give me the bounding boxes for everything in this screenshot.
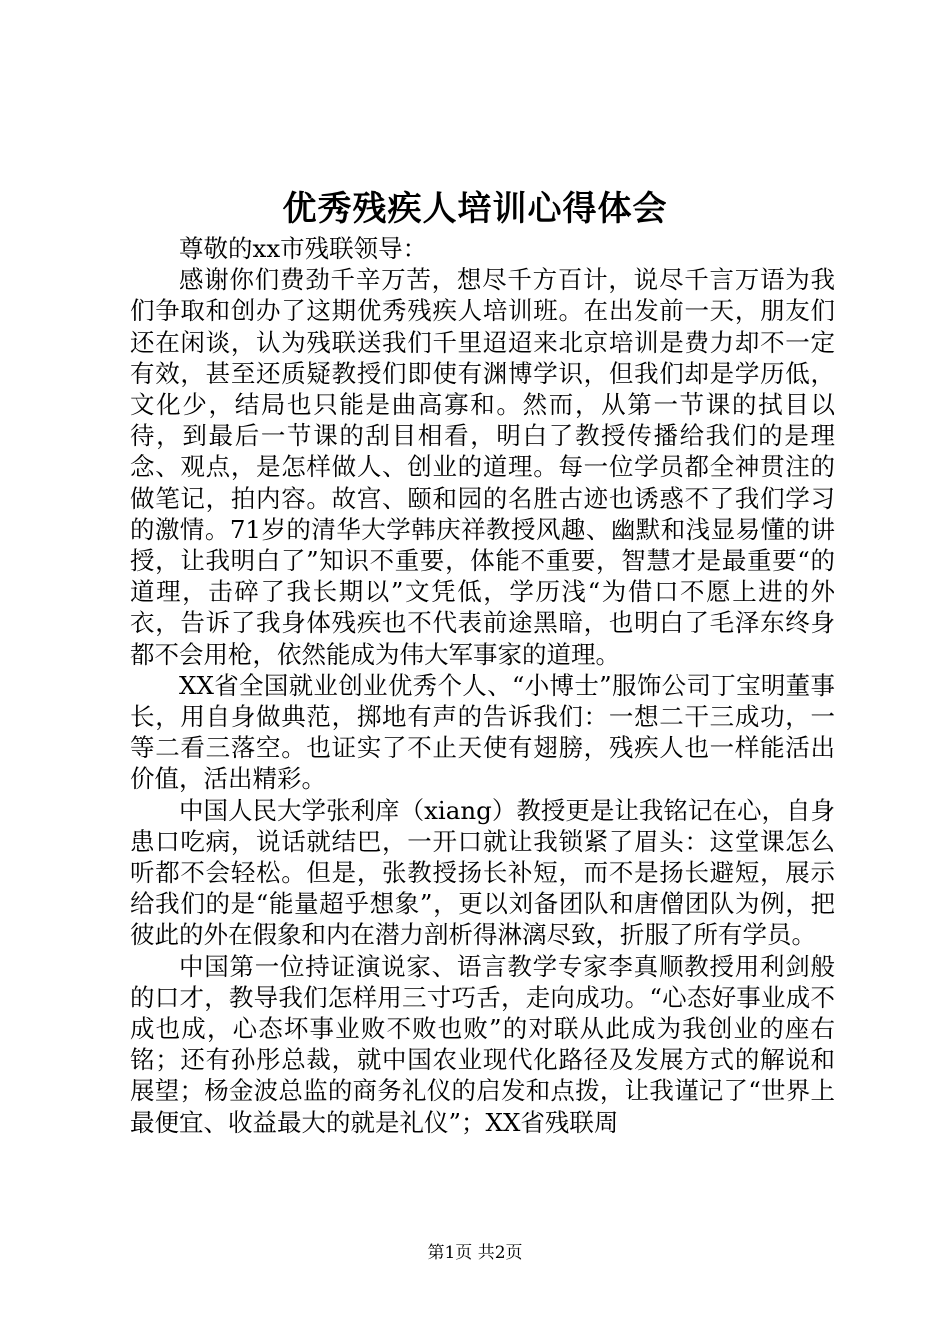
salutation-paragraph: 尊敬的xx市残联领导： (179, 234, 428, 263)
page-number-footer: 第1页 共2页 (427, 1243, 523, 1263)
body-paragraph: 感谢你们费劲千辛万苦，想尽千方百计，说尽千言万语为我们争取和创办了这期优秀残疾人培训班。在出发前一天，朋友们还在闲谈，认为残联送我们千里迢迢来北京培训是费力却不一定有效，甚至还质疑教授们即使有渊博学识，但我们却是学历低，文化少，结局也只能是曲高寡和。然而，从第一节课的拭目以待，到最后一节课的刮目相看，明白了教授传播给我们的是理念、观点，是怎样做人、创业的道理。每一位学员都全神贯注的做笔记，拍内容。故宫、颐和园的名胜古迹也诱惑不了我们学习的激情。71岁的清华大学韩庆祥教授风趣、幽默和浅显易懂的讲授，让我明白了”知识不重要，体能不重要，智慧才是最重要“的道理，击碎了我长期以”文凭低，学历浅“为借口不愿上进的外衣，告诉了我身体残疾也不代表前途黑暗，也明白了毛泽东终身都不会用枪，依然能成为伟大军事家的道理。 (130, 265, 835, 669)
body-paragraph: XX省全国就业创业优秀个人、“小博士”服饰公司丁宝明董事长，用自身做典范，掷地有声的告诉我们：一想二干三成功，一等二看三落空。也证实了不止天使有翅膀，残疾人也一样能活出价值，活出精彩。 (130, 670, 835, 794)
document-title: 优秀残疾人培训心得体会 (282, 189, 668, 229)
document-body (130, 233, 835, 1138)
body-paragraph: 中国人民大学张利庠（xiang）教授更是让我铭记在心，自身患口吃病，说话就结巴，一开口就让我锁紧了眉头：这堂课怎么听都不会轻松。但是，张教授扬长补短，而不是扬长避短，展示给我们的是“能量超乎想象”，更以刘备团队和唐僧团队为例，把彼此的外在假象和内在潜力剖析得淋漓尽致，折服了所有学员。 (130, 795, 835, 950)
body-paragraph: 中国第一位持证演说家、语言教学专家李真顺教授用利剑般的口才，教导我们怎样用三寸巧舌，走向成功。“心态好事业成不成也成，心态坏事业败不败也败”的对联从此成为我创业的座右铭；还有孙彤总裁，就中国农业现代化路径及发展方式的解说和展望；杨金波总监的商务礼仪的启发和点拨，让我谨记了“世界上最便宜、收益最大的就是礼仪”；XX省残联周 (130, 951, 835, 1137)
